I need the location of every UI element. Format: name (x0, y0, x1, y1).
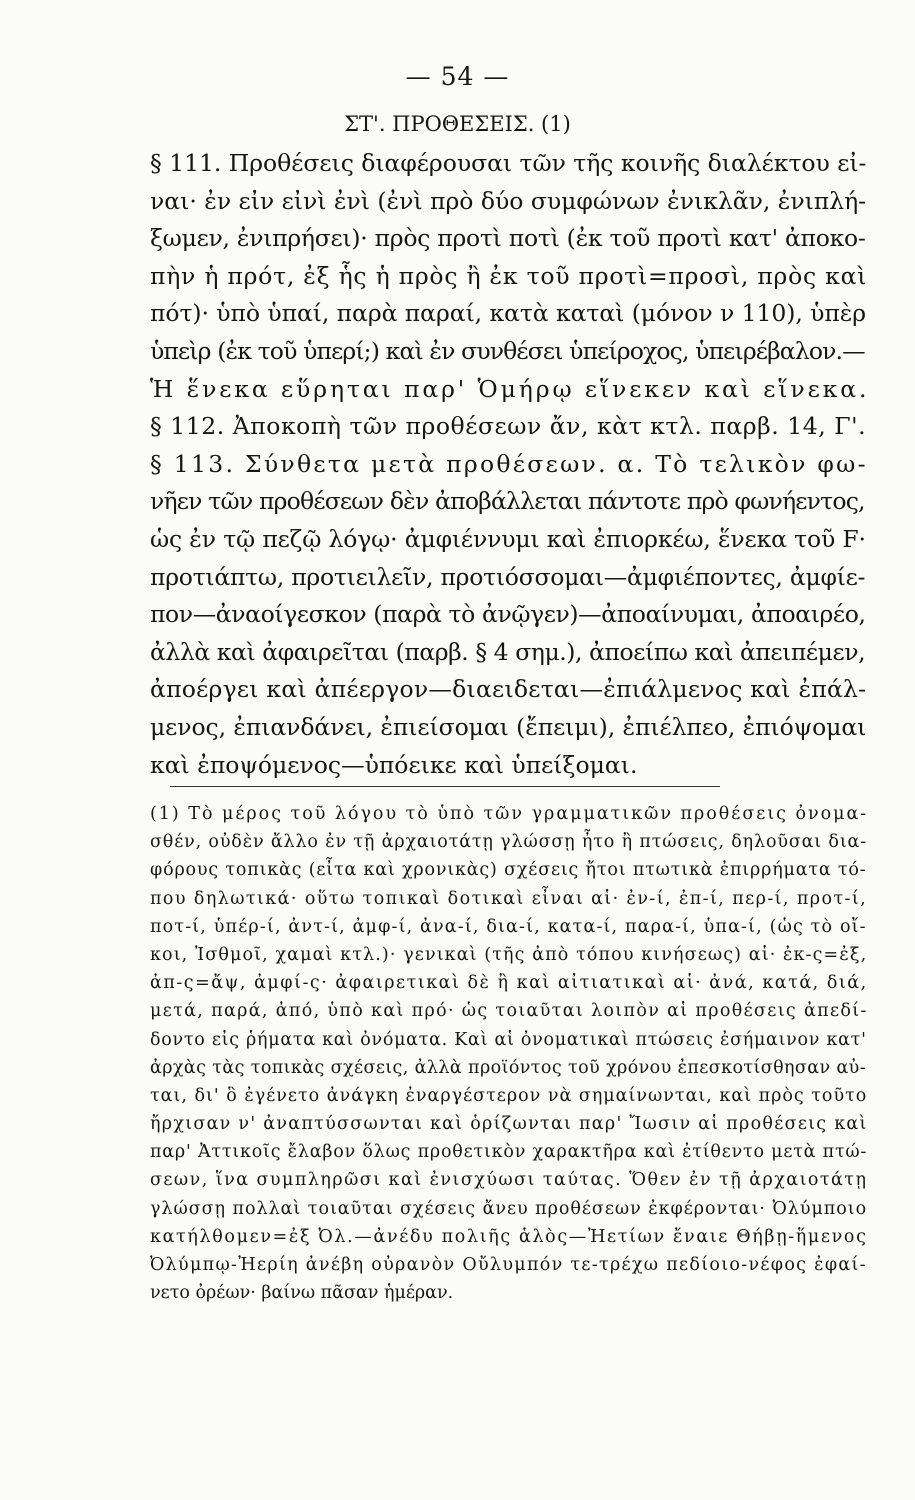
footnote-line: ται, δι' ὃ ἐγένετο ἀνάγκη ἐναργέστερον νὰ σημαίνωνται, καὶ πρὸς τοῦτο (150, 1085, 868, 1106)
footnote-line: ἤρχισαν ν' ἀναπτύσσωνται καὶ ὁρίζωνται παρ' Ἴωσιν αἱ προθέσεις καὶ (150, 1114, 868, 1135)
main-text-line: μενος, ἐπιανδάνει, ἐπιείσομαι (ἔπειμι), ἐπιέλπεο, ἐπιόψομαι (150, 712, 867, 741)
footnote-line: κατήλθομεν=ἐξ Ὀλ.—ἀνέδυ πολιῆς ἁλὸς—Ἠετίων ἔναιε Θήβῃ-ἥμενος (150, 1226, 868, 1247)
main-text-line: ὡς ἐν τῷ πεζῷ λόγῳ· ἀμφιέννυμι καὶ ἐπιορκέω, ἕνεκα τοῦ F· (150, 524, 866, 553)
main-text-line: καὶ ἐποψόμενος—ὑπόεικε καὶ ὑπείξομαι. (150, 750, 638, 779)
footnote-line: δοντο εἰς ῥήματα καὶ ὀνόματα. Καὶ αἱ ὀνοματικαὶ πτώσεις ἐσήμαινον κατ' (150, 1029, 867, 1050)
footnote-line: που δηλωτικά· οὕτω τοπικαὶ δοτικαὶ εἶναι αἱ· ἐν-ί, ἐπ-ί, περ-ί, προτ-ί, (150, 888, 868, 909)
section-heading: ΣΤ'. ΠΡΟΘΕΣΕΙΣ. (1) (344, 112, 571, 136)
main-text-line: § 111. Προθέσεις διαφέρουσαι τῶν τῆς κοινῆς διαλέκτου εἰ- (150, 149, 867, 177)
footnote-line: παρ' Ἀττικοῖς ἔλαβον ὅλως προθετικὸν χαρακτῆρα καὶ ἐτίθεντο μετὰ πτώ- (150, 1142, 868, 1163)
main-text-line: § 113. Σύνθετα μετὰ προθέσεων. α. Τὸ τελικὸν φω- (150, 449, 868, 478)
main-text-line: πον—ἀναοίγεσκον (παρὰ τὸ ἀνῷγεν)—ἀποαίνυμαι, ἀποαιρέο, (150, 600, 866, 629)
footnote-line: σθέν, οὐδὲν ἄλλο ἐν τῇ ἀρχαιοτάτῃ γλώσσῃ ἦτο ἢ πτώσεις, δηλοῦσαι δια- (150, 832, 867, 853)
footnote-line: νετο ὀρέων· βαίνω πᾶσαν ἡμέραν. (150, 1283, 454, 1304)
main-text-line: ναι· ἐν εἰν εἰνὶ ἐνὶ (ἐνὶ πρὸ δύο συμφώνων ἐνικλᾶν, ἐνιπλή- (150, 186, 867, 215)
main-text-line: νῆεν τῶν προθέσεων δὲν ἀποβάλλεται πάντοτε πρὸ φωνήεντος, (150, 487, 865, 516)
footnote-line: (1) Τὸ μέρος τοῦ λόγου τὸ ὑπὸ τῶν γραμματικῶν προθέσεις ὀνομα- (150, 804, 869, 824)
footnote-divider (170, 786, 720, 787)
main-text-line: ἀποέργει καὶ ἀπέεργον—διαειδεται—ἐπιάλμενος καὶ ἐπάλ- (150, 675, 867, 704)
footnote-line: Ὀλύμπῳ-Ἠερίη ἀνέβη οὐρανὸν Οὔλυμπόν τε-τρέχω πεδίοιο-νέφος ἐφαί- (150, 1255, 867, 1275)
main-text-line: ἀλλὰ καὶ ἀφαιρεῖται (παρβ. § 4 σημ.), ἀποείπω καὶ ἀπειπέμεν, (150, 637, 866, 666)
main-text-line: Ἡ ἕνεκα εὕρηται παρ' Ὁμήρῳ εἵνεκεν καὶ εἵνεκα. (150, 374, 870, 403)
footnote (150, 800, 870, 1307)
main-text (150, 145, 870, 784)
main-text-line: § 112. Ἀποκοπὴ τῶν προθέσεων ἄν, κὰτ κτλ. παρβ. 14, Γ'. (150, 412, 867, 441)
footnote-line: σεων, ἵνα συμπληρῶσι καὶ ἐνισχύωσι ταύτας. Ὅθεν ἐν τῇ ἀρχαιοτάτῃ (150, 1170, 868, 1191)
footnote-line: φόρους τοπικὰς (εἶτα καὶ χρονικὰς) σχέσεις ἤτοι πτωτικὰ ἐπιρρήματα τό- (150, 860, 867, 881)
page-number: — 54 — (405, 62, 510, 91)
footnote-line: ἀρχὰς τὰς τοπικὰς σχέσεις, ἀλλὰ προϊόντος τοῦ χρόνου ἐπεσκοτίσθησαν αὐ- (150, 1057, 867, 1078)
footnote-line: κοι, Ἰσθμοῖ, χαμαὶ κτλ.)· γενικαὶ (τῆς ἀπὸ τόπου κινήσεως) αἱ· ἐκ-ς=ἐξ, (150, 944, 868, 965)
main-text-line: πότ)· ὑπὸ ὑπαί, παρὰ παραί, κατὰ καταὶ (μόνον ν 110), ὑπὲρ (150, 299, 867, 328)
footnote-line: γλώσσῃ πολλαὶ τοιαῦται σχέσεις ἄνευ προθέσεων ἐκφέρονται· Ὀλύμποιο (150, 1198, 868, 1219)
main-text-line: προτιάπτω, προτιειλεῖν, προτιόσσομαι—ἀμφιέποντες, ἀμφίε- (150, 562, 866, 591)
main-text-line: ὑπεὶρ (ἐκ τοῦ ὑπερί;) καὶ ἐν συνθέσει ὑπείροχος, ὑπειρέβαλον.— (150, 336, 865, 365)
footnote-line: ποτ-ί, ὑπέρ-ί, ἀντ-ί, ἀμφ-ί, ἀνα-ί, δια-ί, κατα-ί, παρα-ί, ὑπα-ί, (ὡς τὸ οἴ- (150, 916, 867, 937)
footnote-line: ἀπ-ς=ἄψ, ἀμφί-ς· ἀφαιρετικαὶ δὲ ἢ καὶ αἰτιατικαὶ αἱ· ἀνά, κατά, διά, (150, 973, 868, 994)
main-text-line: πὴν ἡ πρότ, ἐξ ἧς ἡ πρὸς ἢ ἐκ τοῦ προτὶ=προσὶ, πρὸς καὶ (150, 261, 868, 290)
footnote-line: μετά, παρά, ἀπό, ὑπὸ καὶ πρό· ὡς τοιαῦται λοιπὸν αἱ προθέσεις ἀπεδί- (150, 1001, 868, 1022)
main-text-line: ξωμεν, ἐνιπρήσει)· πρὸς προτὶ ποτὶ (ἐκ τοῦ προτὶ κατ' ἀποκο- (150, 224, 866, 253)
